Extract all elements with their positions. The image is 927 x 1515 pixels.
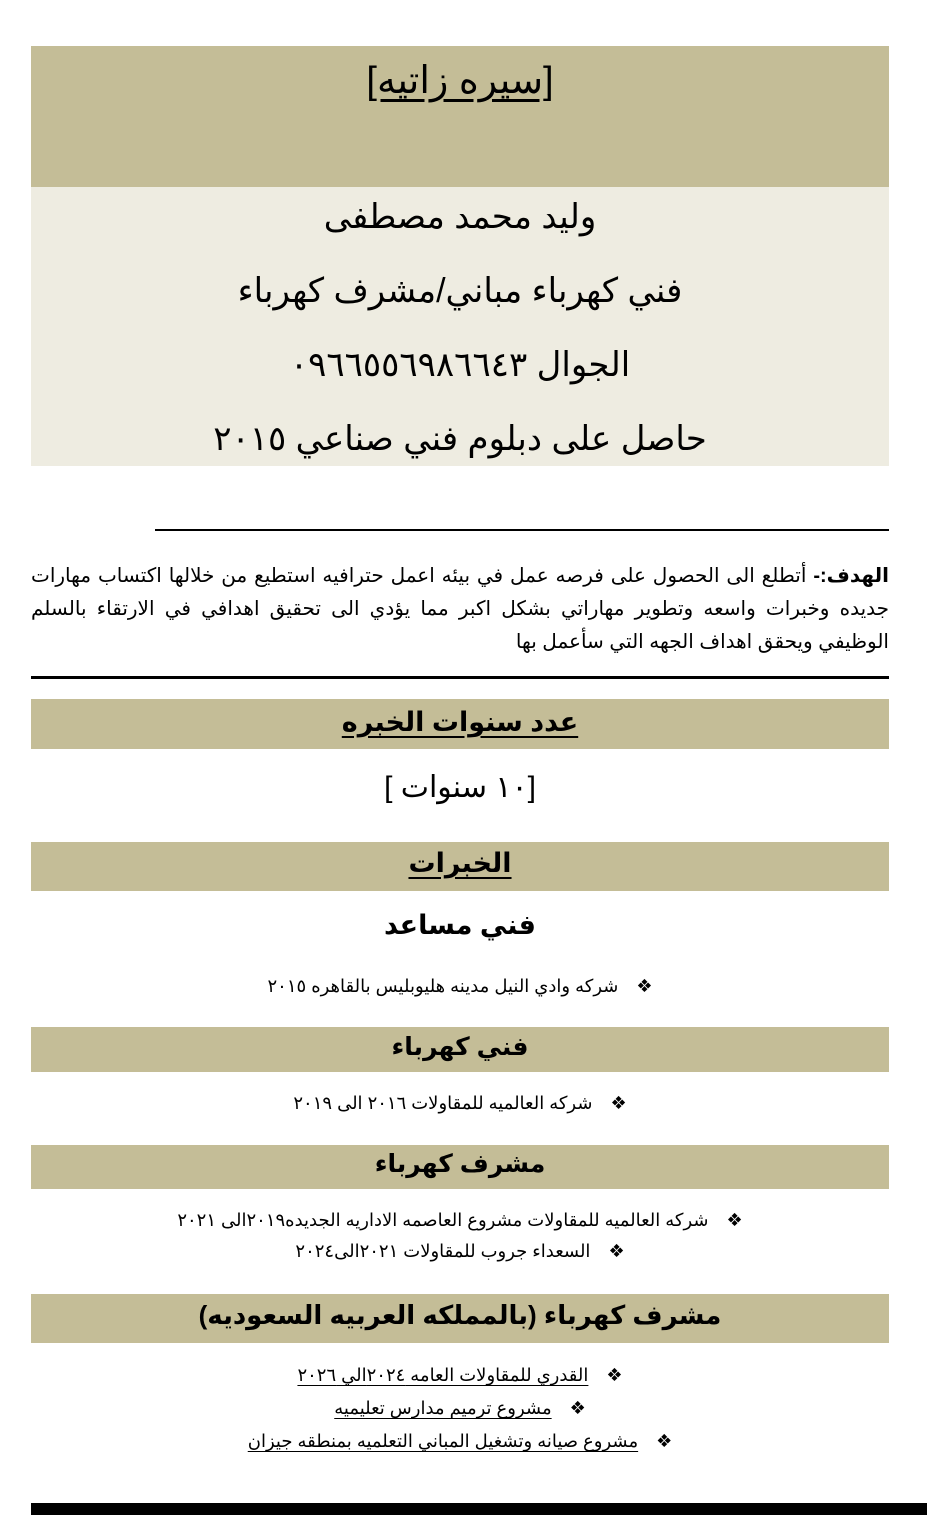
role-3-item-1 [31,1210,889,1231]
cv-page [31,46,889,466]
phone-number: الجوال ٠٩٦٦٥٥٦٩٨٦٦٤٣ [289,346,631,384]
experience-heading-band [31,842,889,891]
role-2-item-1-text: شركه العالميه للمقاولات ٢٠١٦ الى ٢٠١٩ [293,1093,593,1113]
role-4-item-3 [31,1431,889,1452]
role-1-item-1-text: شركه وادي النيل مدينه هليوبليس بالقاهره ٢٠١٥ [267,976,619,996]
role-4-item-3-text: مشروع صيانه وتشغيل المباني التعلميه بمنطقه جيزان [247,1431,639,1451]
candidate-name: وليد محمد مصطفى [323,198,597,236]
role-title-supervisor-ksa: مشرف كهرباء (بالمملكه العربيه السعوديه) [198,1300,722,1330]
diamond-bullet-icon: ❖ [569,1398,586,1418]
cv-title: [سيره زاتيه] [366,60,554,102]
diamond-bullet-icon: ❖ [610,1093,627,1113]
role-3-item-2-text: السعداء جروب للمقاولات ٢٠٢١الى٢٠٢٤ [295,1241,591,1261]
job-title: فني كهرباء مباني/مشرف كهرباء [237,272,683,310]
experience-heading: الخبرات [408,848,512,878]
role-title-electrician: فني كهرباء [391,1033,529,1061]
role-title-band-supervisor [31,1145,889,1189]
diamond-bullet-icon: ❖ [608,1241,625,1261]
title-band [31,46,889,187]
role-2-item-1 [31,1093,889,1114]
diamond-bullet-icon: ❖ [656,1431,673,1451]
education: حاصل على دبلوم فني صناعي ٢٠١٥ [213,420,707,458]
role-4-item-1 [31,1365,889,1386]
role-3-item-2 [31,1241,889,1262]
objective-rule [31,676,889,679]
role-title-band-supervisor-ksa [31,1294,889,1343]
bottom-border-bar [31,1503,927,1515]
objective-label: الهدف:- [813,565,889,587]
separator-line [155,529,889,531]
experience-years-value: [١٠ سنوات ] [384,771,536,804]
role-title-band-electrician [31,1027,889,1072]
diamond-bullet-icon: ❖ [636,976,653,996]
role-4-item-2-text: مشروع ترميم مدارس تعليميه [334,1398,552,1418]
role-1-item-1 [31,976,889,997]
diamond-bullet-icon: ❖ [606,1365,623,1385]
experience-years-heading: عدد سنوات الخبره [341,707,579,737]
role-3-item-1-text: شركه العالميه للمقاولات مشروع العاصمه الاداريه الجديده٢٠١٩الى ٢٠٢١ [177,1210,709,1230]
role-title-assistant-technician: فني مساعد [384,910,536,940]
experience-years-heading-band [31,699,889,749]
objective-paragraph [31,560,889,659]
diamond-bullet-icon: ❖ [726,1210,743,1230]
personal-info-band [31,187,889,466]
role-4-item-1-text: القدري للمقاولات العامه ٢٠٢٤الي ٢٠٢٦ [297,1365,589,1385]
role-title-supervisor: مشرف كهرباء [374,1150,546,1178]
objective-text: أتطلع الى الحصول على فرصه عمل في بيئه اعمل حترافيه استطيع من خلالها اكتساب مهارات جديده وخبرات واسعه وتطوير مهاراتي بشكل اكبر مما يؤدي الى تحقيق اهدافي في الارتقاء بالسلم الوظيفي ويحقق اهداف الجهه التي سأعمل بها [31,565,889,653]
role-4-item-2 [31,1398,889,1419]
